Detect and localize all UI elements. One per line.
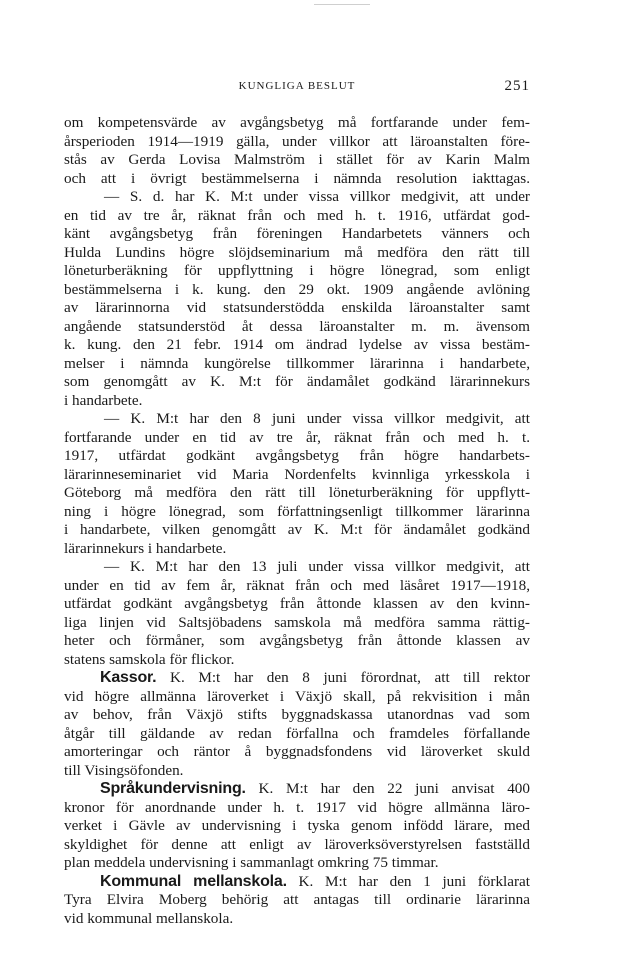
text-line-continued: K. M:t har den 8 juni förordnat, att till rektor [170, 669, 530, 686]
text-line: av lärarinnorna vid statsunderstödda enskilda läroanstalter samt [64, 299, 530, 316]
text-line: — K. M:t har den 13 juli under vissa villkor medgivit, att [104, 558, 530, 575]
text-line: i handarbete, vilken genomgått av K. M:t för ändamålet godkänd [64, 521, 530, 538]
section-heading-sprakundervisning: Språkundervisning. [100, 780, 246, 797]
text-line: Hulda Lundins högre slöjdseminarium må medföra den rätt till [64, 243, 530, 261]
text-line [64, 669, 530, 688]
text-line-continued: K. M:t har den 1 juni förklarat [298, 872, 531, 890]
text-line: melser i nämnda kungörelse tillkommer lärarinna i handarbete, [64, 354, 530, 372]
text-line: lärarinnekurs i handarbete. [64, 539, 227, 557]
text-line: — K. M:t har den 8 juni under vissa villkor medgivit, att [104, 410, 530, 427]
text-line: — S. d. har K. M:t under vissa villkor medgivit, att under [104, 188, 530, 205]
page-number: 251 [504, 78, 530, 94]
text-line: i handarbete. [64, 391, 143, 409]
text-line: en tid av tre år, räknat från och med h. t. 1916, utfärdat god- [64, 206, 530, 224]
text-line: liga linjen vid Saltsjöbadens samskola må medföra samma rättig- [64, 613, 530, 631]
text-line: verket i Gävle av undervisning i tyska genom infödd lärare, med [64, 817, 530, 834]
text-line: plan meddela undervisning i sammanlagt omkring 75 timmar. [64, 854, 439, 871]
text-line [64, 780, 530, 799]
text-line: 1917, utfärdat godkänt avgångsbetyg från högre handarbets- [64, 447, 530, 464]
text-line: utfärdat godkänt avgångsbetyg från åttonde klassen av den kvinn- [64, 595, 530, 612]
text-line: under en tid av fem år, räknat från och med läsåret 1917—1918, [64, 576, 530, 594]
text-line: som genomgått av K. M:t för ändamålet godkänd lärarinnekurs [64, 373, 530, 390]
text-line: bestämmelserna i k. kung. den 29 okt. 1909 angående avlöning [64, 280, 530, 298]
running-header [64, 78, 530, 98]
header-title: KUNGLIGA BESLUT [238, 80, 356, 92]
text-line-continued: K. M:t har den 22 juni anvisat 400 [258, 780, 530, 797]
text-line: och att i övrigt bestämmelserna i nämnda resolution iakttagas. [64, 169, 530, 187]
text-line: heter och förmåner, som avgångsbetyg från åttonde klassen av [64, 632, 530, 649]
text-line: åtgår till gäldande av redan förfallna och framdeles förfallande [64, 724, 530, 742]
text-line: skyldighet för denne att enligt av läroverksöverstyrelsen fastställd [64, 835, 530, 853]
body-text [64, 114, 530, 928]
text-line [64, 873, 530, 892]
text-line: känt avgångsbetyg från föreningen Handarbetets vänners och [64, 225, 530, 242]
text-line: vid kommunal mellanskola. [64, 909, 234, 927]
text-line: fortfarande under en tid av tre år, räknat från och med h. t. [64, 428, 530, 446]
section-heading-kommunal-mellanskola: Kommunal mellanskola. [100, 872, 287, 890]
text-line: löneturberäkning för uppflyttning i högre lönegrad, som enligt [64, 262, 530, 279]
text-line: k. kung. den 21 febr. 1914 om ändrad lydelse av vissa bestäm- [64, 336, 530, 353]
text-line: lärarinneseminariet vid Maria Nordenfelts kvinnliga yrkesskola i [64, 465, 530, 483]
text-line: om kompetensvärde av avgångsbetyg må fortfarande under fem- [64, 114, 530, 131]
section-heading-kassor: Kassor. [100, 669, 157, 686]
text-line: årsperioden 1914—1919 gälla, under villkor att läroanstalten före- [64, 132, 530, 150]
text-line: statens samskola för flickor. [64, 650, 235, 668]
text-line: stås av Gerda Lovisa Malmström i stället för av Karin Malm [64, 151, 530, 168]
text-line: av behov, från Växjö stifts byggnadskassa utanordnas vad som [64, 706, 530, 723]
text-line: vid högre allmänna läroverket i Växjö skall, på rekvisition i mån [64, 687, 530, 705]
text-line: amorteringar och räntor å byggnadsfondens vid läroverket skuld [64, 743, 530, 760]
text-line: till Visingsöfonden. [64, 761, 184, 779]
text-line: kronor för anordnande under h. t. 1917 vid högre allmänna läro- [64, 798, 530, 816]
text-line: Göteborg må medföra den rätt till löneturberäkning för uppflytt- [64, 484, 530, 501]
top-rule [314, 4, 370, 5]
text-line: Tyra Elvira Moberg behörig att antagas till ordinarie lärarinna [64, 891, 530, 908]
text-line: ning i högre lönegrad, som författningsenligt tillkommer lärarinna [64, 502, 530, 520]
text-line: angående statsunderstöd åt dessa läroanstalter m. m. ävensom [64, 317, 530, 335]
